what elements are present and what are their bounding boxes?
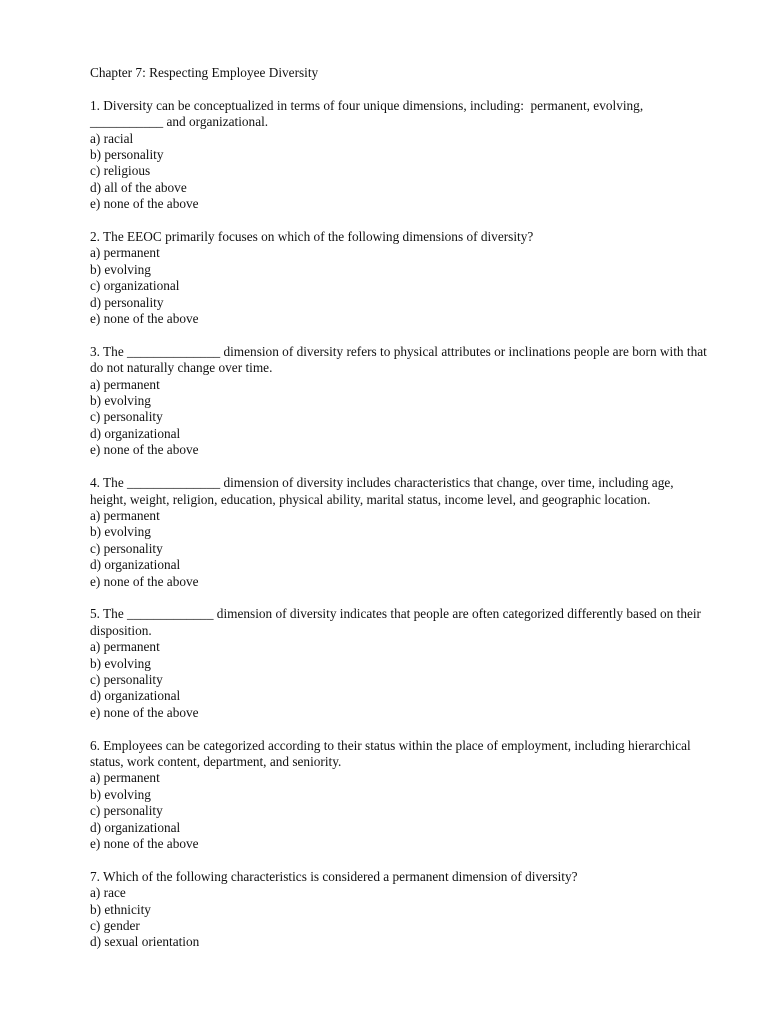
- answer-option: d) all of the above: [90, 179, 187, 195]
- question-5: [90, 606, 710, 721]
- question-stem: 6. Employees can be categorized according to their status within the place of employment, including hierarchical status, work content, department, and seniority.: [90, 737, 695, 769]
- answer-option: c) personality: [90, 409, 163, 425]
- answer-option: e) none of the above: [90, 704, 199, 720]
- answer-options: [90, 377, 710, 459]
- question-stem: 7. Which of the following characteristics is considered a permanent dimension of diversity?: [90, 868, 578, 884]
- answer-option: d) organizational: [90, 425, 181, 441]
- answer-option: b) evolving: [90, 786, 151, 802]
- answer-option: b) ethnicity: [90, 901, 151, 917]
- answer-option: b) evolving: [90, 393, 151, 409]
- answer-options: [90, 770, 710, 852]
- answer-option: c) organizational: [90, 278, 180, 294]
- answer-option: a) permanent: [90, 507, 160, 523]
- answer-option: a) permanent: [90, 770, 160, 786]
- answer-option: d) organizational: [90, 819, 181, 835]
- answer-options: [90, 245, 710, 327]
- answer-option: e) none of the above: [90, 573, 199, 589]
- answer-option: c) personality: [90, 803, 163, 819]
- question-1: [90, 98, 710, 213]
- question-2: [90, 229, 710, 327]
- answer-option: c) gender: [90, 918, 140, 934]
- answer-option: a) permanent: [90, 245, 160, 261]
- answer-option: c) personality: [90, 540, 163, 556]
- answer-option: d) organizational: [90, 557, 181, 573]
- question-7: [90, 869, 710, 951]
- answer-option: d) sexual orientation: [90, 934, 200, 950]
- answer-options: [90, 885, 710, 951]
- question-stem: 3. The ______________ dimension of diversity refers to physical attributes or inclinations people are born with that do not naturally change over time.: [90, 343, 711, 376]
- answer-option: b) evolving: [90, 524, 151, 540]
- answer-option: a) racial: [90, 130, 134, 146]
- document-title: Chapter 7: Respecting Employee Diversity: [90, 65, 319, 80]
- answer-option: c) personality: [90, 671, 163, 687]
- question-stem: 1. Diversity can be conceptualized in terms of four unique dimensions, including: permanent, evolving, ___________ and organizational.: [90, 97, 647, 130]
- answer-option: a) race: [90, 885, 126, 901]
- question-4: [90, 475, 710, 590]
- answer-option: a) permanent: [90, 639, 160, 655]
- answer-options: [90, 131, 710, 213]
- question-stem: 2. The EEOC primarily focuses on which of the following dimensions of diversity?: [90, 229, 534, 245]
- answer-option: e) none of the above: [90, 442, 199, 458]
- answer-option: b) evolving: [90, 655, 151, 671]
- question-stem: 4. The ______________ dimension of diversity includes characteristics that change, over time, including age, height, weight, religion, education, physical ability, marital status, income level, and geographic location.: [90, 475, 677, 507]
- answer-option: e) none of the above: [90, 196, 199, 212]
- answer-options: [90, 508, 710, 590]
- answer-options: [90, 639, 710, 721]
- answer-option: e) none of the above: [90, 311, 199, 327]
- question-3: [90, 344, 710, 459]
- answer-option: e) none of the above: [90, 836, 199, 851]
- question-stem: 5. The _____________ dimension of diversity indicates that people are often categorized differently based on their disposition.: [90, 606, 705, 638]
- answer-option: d) personality: [90, 294, 164, 310]
- answer-option: b) personality: [90, 147, 164, 163]
- answer-option: a) permanent: [90, 376, 160, 392]
- question-6: [90, 738, 710, 853]
- answer-option: c) religious: [90, 163, 151, 179]
- answer-option: d) organizational: [90, 688, 181, 704]
- answer-option: b) evolving: [90, 261, 151, 277]
